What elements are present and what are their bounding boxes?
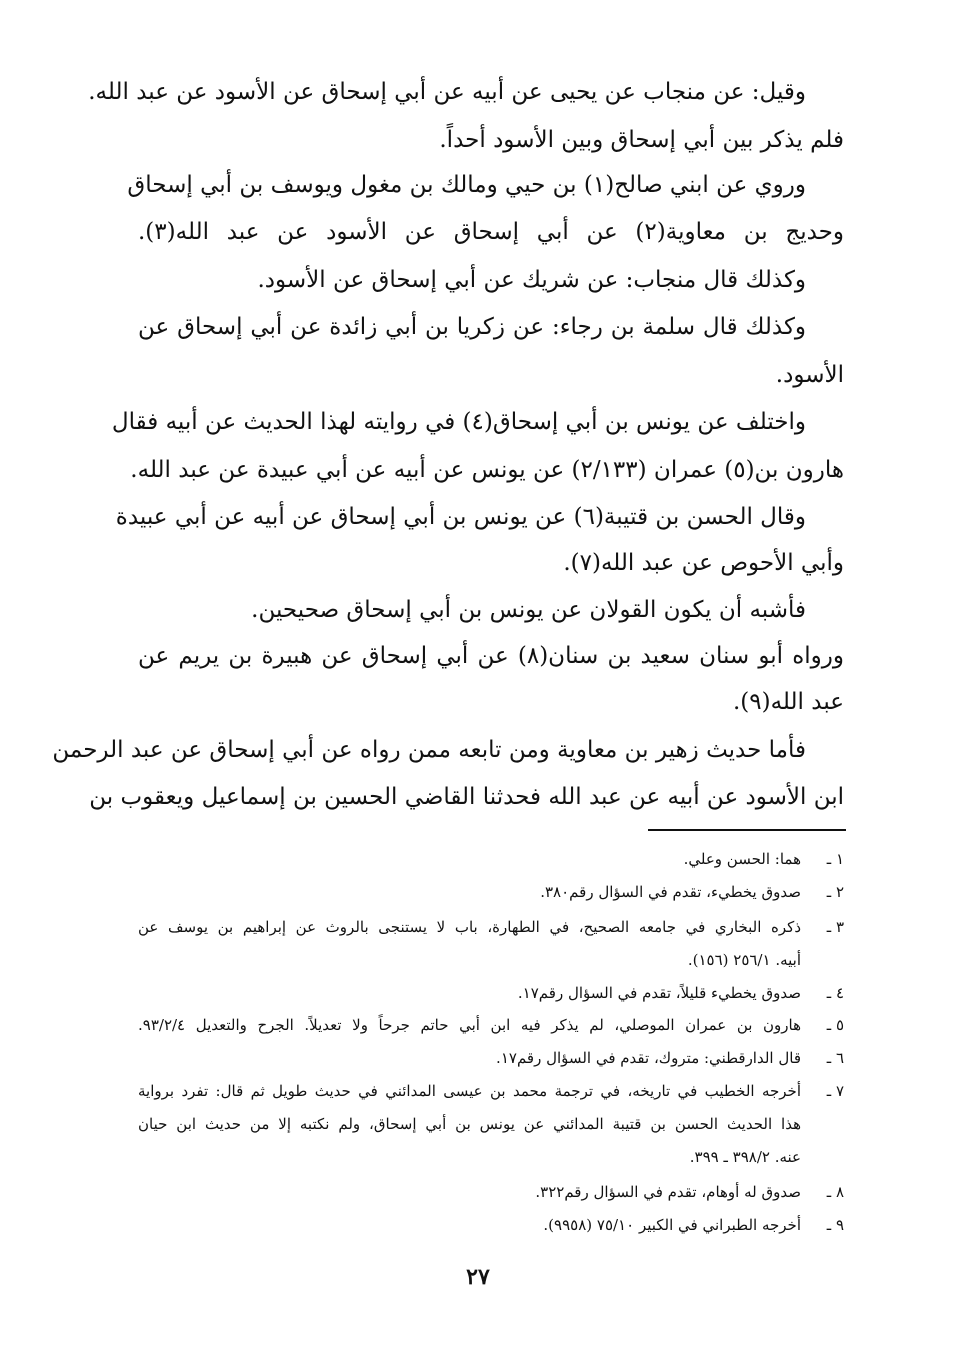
body-line: عبد الله(٩). [732,689,844,715]
footnote-number: ٦ ـ [826,1049,844,1067]
body-line: فلم يذكر بين أبي إسحاق وبين الأسود أحداً. [439,127,844,153]
body-line: وكذلك قال سلمة بن رجاء: عن زكريا بن أبي زائدة عن أبي إسحاق عن [138,314,806,340]
body-line: فأشبه أن يكون القولان عن يونس بن أبي إسحاق صحيحين. [251,597,806,623]
body-line: وقال الحسن بن قتيبة(٦) عن يونس بن أبي إسحاق عن أبيه عن أبي عبيدة [115,504,806,530]
footnote-text: قال الدارقطني: متروك، تقدم في السؤال رقم١٧. [496,1049,801,1067]
body-line: واختلف عن يونس بن أبي إسحاق(٤) في روايته لهذا الحديث عن أبيه فقال [111,409,806,435]
body-line: وكذلك قال منجاب: عن شريك عن أبي إسحاق عن الأسود. [257,267,806,293]
footnote-number: ٧ ـ [826,1082,844,1100]
body-line: وأبي الأحوص عن عبد الله(٧). [563,550,844,576]
body-line: ورواه أبو سنان سعيد بن سنان(٨) عن أبي إسحاق عن هبيرة بن يريم عن [138,643,844,669]
footnote-number: ٤ ـ [826,984,844,1002]
body-line: الأسود. [775,362,844,388]
footnote-number: ٩ ـ [826,1216,844,1234]
body-line: وقيل: عن منجاب عن يحيى عن أبيه عن أبي إسحاق عن الأسود عن عبد الله. [88,79,806,105]
page-number: ٢٧ [466,1264,490,1290]
body-line: ابن الأسود عن أبيه عن عبد الله فحدثنا القاضي الحسين بن إسماعيل ويعقوب بن [89,784,844,810]
footnote-text: أخرجه الخطيب في تاريخه، في ترجمة محمد بن عيسى المدائني في حديث طويل ثم قال: تفرد برواية [138,1082,801,1100]
footnote-text: هما: الحسن وعلي. [683,850,801,868]
footnote-text: عنه. ٣٩٨/٢ ـ ٣٩٩. [689,1148,801,1166]
footnote-number: ٥ ـ [826,1016,844,1034]
footnote-text: صدوق له أوهام، تقدم في السؤال رقم٣٢٢. [535,1183,801,1201]
footnote-text: هذا الحديث الحسن بن قتيبة المدائني عن يونس بن أبي إسحاق، ولم نكتبه إلا من حديث ابن حيان [138,1115,801,1133]
footnote-text: صدوق يخطيء، تقدم في السؤال رقم٣٨٠. [540,883,801,901]
body-line: هارون بن(٥) عمران (٢/١٣٣) عن يونس عن أبيه عن أبي عبيدة عن عبد الله. [130,457,844,483]
footnote-number: ٨ ـ [826,1183,844,1201]
footnote-text: أخرجه الطبراني في الكبير ٧٥/١٠ (٩٩٥٨). [543,1216,801,1234]
footnote-separator [648,829,846,831]
footnote-number: ١ ـ [826,850,844,868]
footnote-text: هارون بن عمران الموصلي، لم يذكر فيه ابن أبي حاتم جرحاً ولا تعديلاً. الجرح والتعديل ٩٣/٢/٤. [138,1016,801,1034]
body-line: وروي عن ابني صالح(١) بن حيي ومالك بن مغول ويوسف بن أبي إسحاق [127,172,806,198]
footnote-number: ٣ ـ [826,918,844,936]
footnote-text: ذكره البخاري في جامعه الصحيح، في الطهارة، باب لا يستنجى بالروث عن إبراهيم بن يوسف عن [138,918,802,936]
footnote-number: ٢ ـ [826,883,844,901]
body-line: فأما حديث زهير بن معاوية ومن تابعه ممن رواه عن أبي إسحاق عن عبد الرحمن [52,737,806,763]
body-line: وحديج بن معاوية(٢) عن أبي إسحاق عن الأسود عن عبد الله(٣). [138,219,845,245]
footnote-text: أبيه. ٢٥٦/١ (١٥٦). [687,951,801,969]
footnote-text: صدوق يخطيء قليلاً، تقدم في السؤال رقم١٧. [517,984,801,1002]
